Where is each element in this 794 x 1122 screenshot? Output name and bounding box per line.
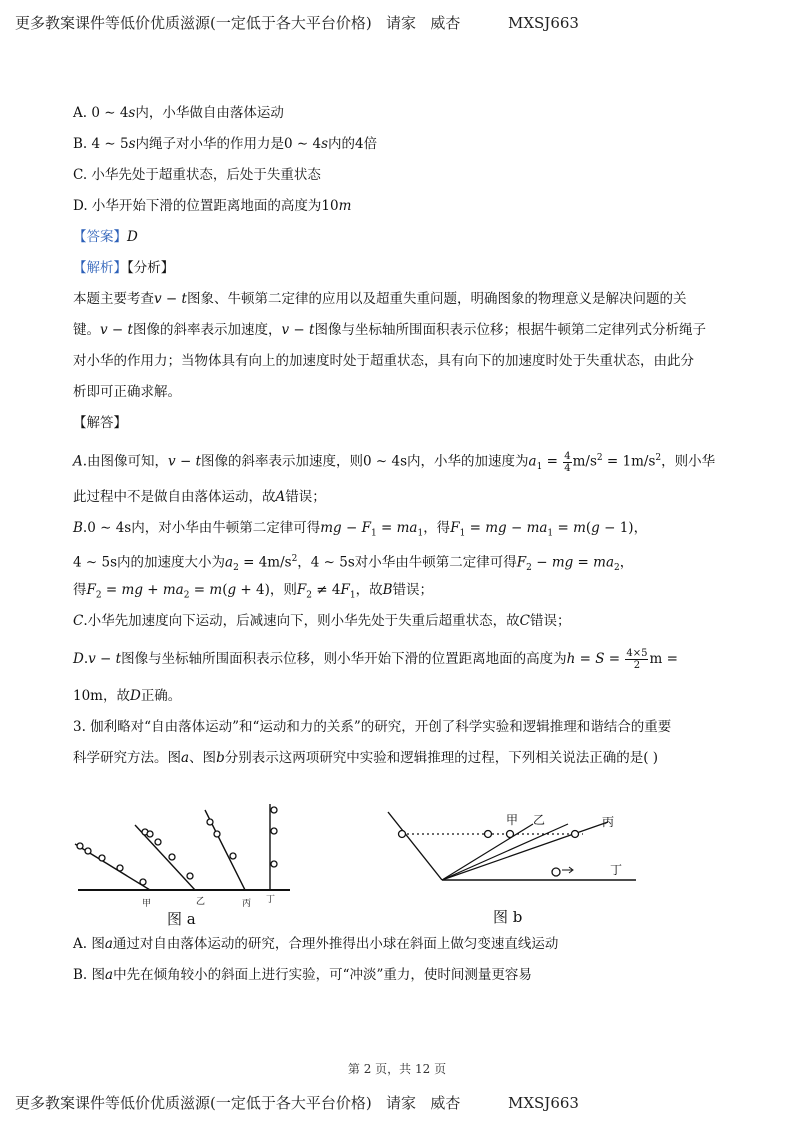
solution-line: 得$F_2$ = mg + $ma_2 = m(g + 4)$，则$F_2 \ne 4F_1$，故B错误； xyxy=(73,582,433,601)
page-header: 更多教案课件等低价优质滋源(一定低于各大平台价格) 请家 威杏 MXSJ663 xyxy=(15,14,579,32)
fig-b-label: 乙 xyxy=(533,813,546,827)
analysis-line: 键。v − t图像的斜率表示加速度，v − t图像与坐标轴所围面积表示位移；根据牛顿第二定律列式分析绳子 xyxy=(73,322,706,338)
figure-a xyxy=(70,800,295,930)
option-d: D. 小华开始下滑的位置距离地面的高度为10m xyxy=(73,198,352,214)
analysis-heading xyxy=(73,259,174,277)
answer-label: 【答案】 xyxy=(73,229,127,245)
analysis-line: 本题主要考查v − t图象、牛顿第二定律的应用以及超重失重问题，明确图象的物理意义是解决问题的关 xyxy=(73,291,687,307)
answer-value: D xyxy=(127,229,138,245)
fig-b-caption: 图 b xyxy=(493,908,523,926)
option-a: A. 0 ∼ 4s内，小华做自由落体运动 xyxy=(73,105,284,121)
page-number: 第 2 页，共 12 页 xyxy=(347,1062,447,1076)
solution-line: 此过程中不是做自由落体运动，故A错误； xyxy=(73,489,326,505)
analysis-sublabel: 【分析】 xyxy=(127,260,175,276)
analysis-line: 对小华的作用力；当物体具有向上的加速度时处于超重状态，具有向下的加速度时处于失重状态，由此分 xyxy=(73,353,694,369)
question3-line: 科学研究方法。图a、图b分别表示这两项研究中实验和逻辑推理的过程，下列相关说法正确的是( ) xyxy=(73,750,659,766)
fig-b-label: 丙 xyxy=(602,815,615,829)
fig-b-label: 甲 xyxy=(506,813,519,827)
figure-b xyxy=(378,808,640,930)
analysis-line: 析即可正确求解。 xyxy=(73,384,181,400)
fig-a-label: 乙 xyxy=(196,897,206,907)
solution-line: 4 ∼ 5s内的加速度大小为$a_2 = 4m/s^2$，4 ∼ 5s对小华由牛顿第二定律可得$F_2$ − mg = $ma_2$， xyxy=(73,554,634,574)
question3-line: 3. 伽利略对“自由落体运动”和“运动和力的关系”的研究，开创了科学实验和逻辑推理和谐结合的重要 xyxy=(73,719,672,735)
fig-a-label: 丙 xyxy=(242,899,252,909)
solution-line: 10m，故D正确。 xyxy=(73,688,182,704)
solution-line: A.由图像可知，v − t图像的斜率表示加速度，则0 ∼ 4s内，小华的加速度为$a_1$ = $\frac{4}{4}$ $m/s^2 = 1m/s^2$，则小华 xyxy=(73,450,716,474)
analysis-label: 【解析】 xyxy=(73,260,127,276)
solution-line: D.v − t图像与坐标轴所围面积表示位移，则小华开始下滑的位置距离地面的高度为h = S = $\frac{4\times 5}{2}$ m = xyxy=(73,648,678,671)
q3-option-b: B. 图a中先在倾角较小的斜面上进行实验，可“冲淡”重力，使时间测量更容易 xyxy=(73,967,532,983)
solution-label: 【解答】 xyxy=(73,415,127,431)
fig-b-label: 丁 xyxy=(610,863,623,877)
q3-option-a: A. 图a通过对自由落体运动的研究，合理外推得出小球在斜面上做匀变速直线运动 xyxy=(73,936,559,952)
option-c: C. 小华先处于超重状态，后处于失重状态 xyxy=(73,167,321,183)
page-footer: 更多教案课件等低价优质滋源(一定低于各大平台价格) 请家 威杏 MXSJ663 xyxy=(15,1094,579,1112)
solution-line: C.小华先加速度向下运动，后减速向下，则小华先处于失重后超重状态，故C错误； xyxy=(73,613,571,629)
fig-a-label: 丁 xyxy=(266,895,276,905)
fig-a-caption: 图 a xyxy=(167,910,196,928)
option-b: B. 4 ∼ 5s内绳子对小华的作用力是0 ∼ 4s内的4倍 xyxy=(73,136,378,152)
answer-line xyxy=(73,228,138,246)
fig-a-label: 甲 xyxy=(142,899,152,909)
solution-line: B.0 ∼ 4s内，对小华由牛顿第二定律可得mg − $F_1 = ma_1$，得$F_1$ = mg − $ma_1 = m(g - 1)$， xyxy=(73,520,648,539)
